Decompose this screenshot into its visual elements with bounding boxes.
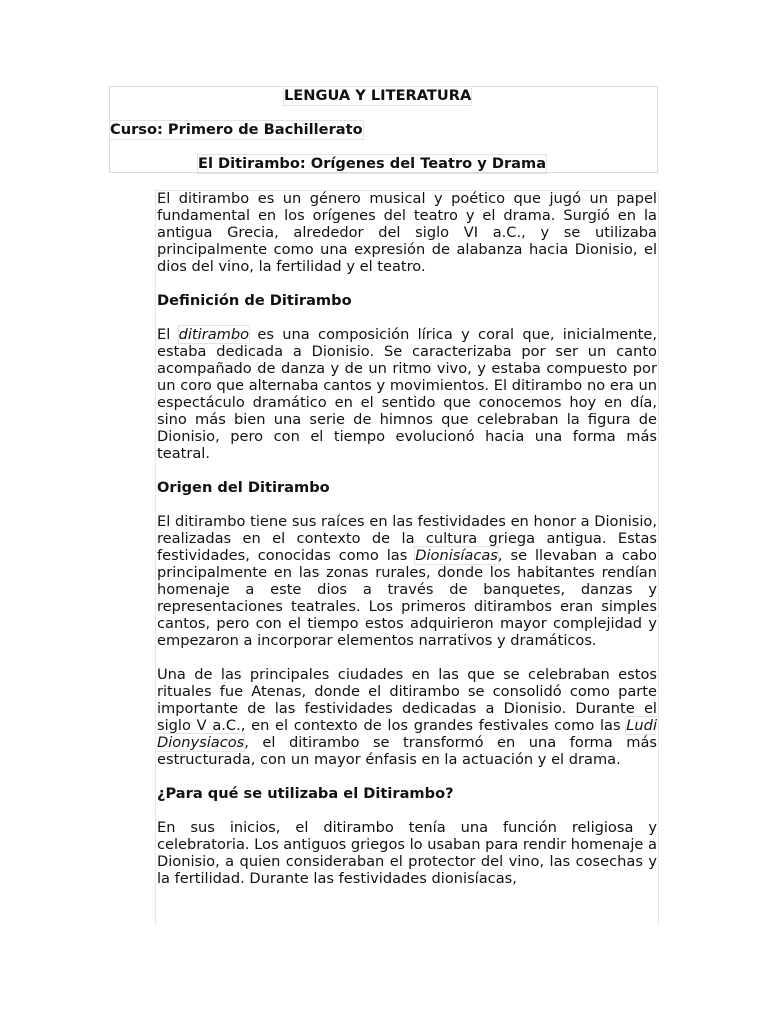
definition-paragraph — [157, 326, 657, 462]
document-title: El Ditirambo: Orígenes del Teatro y Drama — [198, 155, 547, 172]
term-ludi-dionysiacos: Ludi Dionysiacos — [157, 717, 657, 751]
definition-heading: Definición de Ditirambo — [157, 292, 352, 309]
subject-title: LENGUA Y LITERATURA — [284, 87, 472, 104]
text-segment: es una composición lírica y coral que, inicialmente, estaba dedicada a Dionisio. Se caracterizaba por ser un canto acompañado de danza y de un ritmo vivo, y estaba compuesto por un coro que alternaba cantos y movimientos. El ditirambo no era un espectáculo dramático en el sentido que conocemos hoy en día, sino más bien una serie de himnos que celebraban la figura de Dionisio, pero con el tiempo evolucionó hacia una forma más teatral. — [157, 326, 657, 462]
course-line: Curso: Primero de Bachillerato — [110, 121, 363, 138]
purpose-heading: ¿Para qué se utilizaba el Ditirambo? — [157, 785, 454, 802]
purpose-paragraph: En sus inicios, el ditirambo tenía una función religiosa y celebratoria. Los antiguos griegos lo usaban para rendir homenaje a Dionisio, a quien consideraban el protector del vino, las cosechas y la fertilidad. Durante las festividades dionisíacas, — [157, 819, 657, 887]
intro-paragraph: El ditirambo es un género musical y poético que jugó un papel fundamental en los orígenes del teatro y el drama. Surgió en la antigua Grecia, alrededor del siglo VI a.C., y se utilizaba principalmente como una expresión de alabanza hacia Dionisio, el dios del vino, la fertilidad y el teatro. — [157, 190, 657, 275]
text-segment: El — [157, 326, 179, 343]
document-body — [157, 190, 657, 926]
origin-paragraph-1 — [157, 513, 657, 649]
origin-heading: Origen del Ditirambo — [157, 479, 330, 496]
text-segment: El ditirambo tiene sus raíces en las festividades en honor a Dionisio, realizadas en el contexto de la cultura griega antigua. Estas festividades, conocidas como las — [157, 513, 657, 564]
term-ditirambo: ditirambo — [178, 326, 250, 343]
term-dionisiacas: Dionisíacas — [415, 547, 498, 564]
text-segment: , el ditirambo se transformó en una forma más estructurada, con un mayor énfasis en la actuación y el drama. — [157, 734, 657, 768]
text-segment: , se llevaban a cabo principalmente en las zonas rurales, donde los habitantes rendían homenaje a este dios a través de banquetes, danzas y representaciones teatrales. Los primeros ditirambos eran simples cantos, pero con el tiempo estos adquirieron mayor complejidad y empezaron a incorporar elementos narrativos y dramáticos. — [157, 547, 657, 649]
origin-paragraph-2 — [157, 666, 657, 768]
text-segment: Una de las principales ciudades en las que se celebraban estos rituales fue Atenas, donde el ditirambo se consolidó como parte importante de las festividades dedicadas a Dionisio. Durante el siglo V a.C., en el contexto de los grandes festivales como las — [157, 666, 657, 734]
